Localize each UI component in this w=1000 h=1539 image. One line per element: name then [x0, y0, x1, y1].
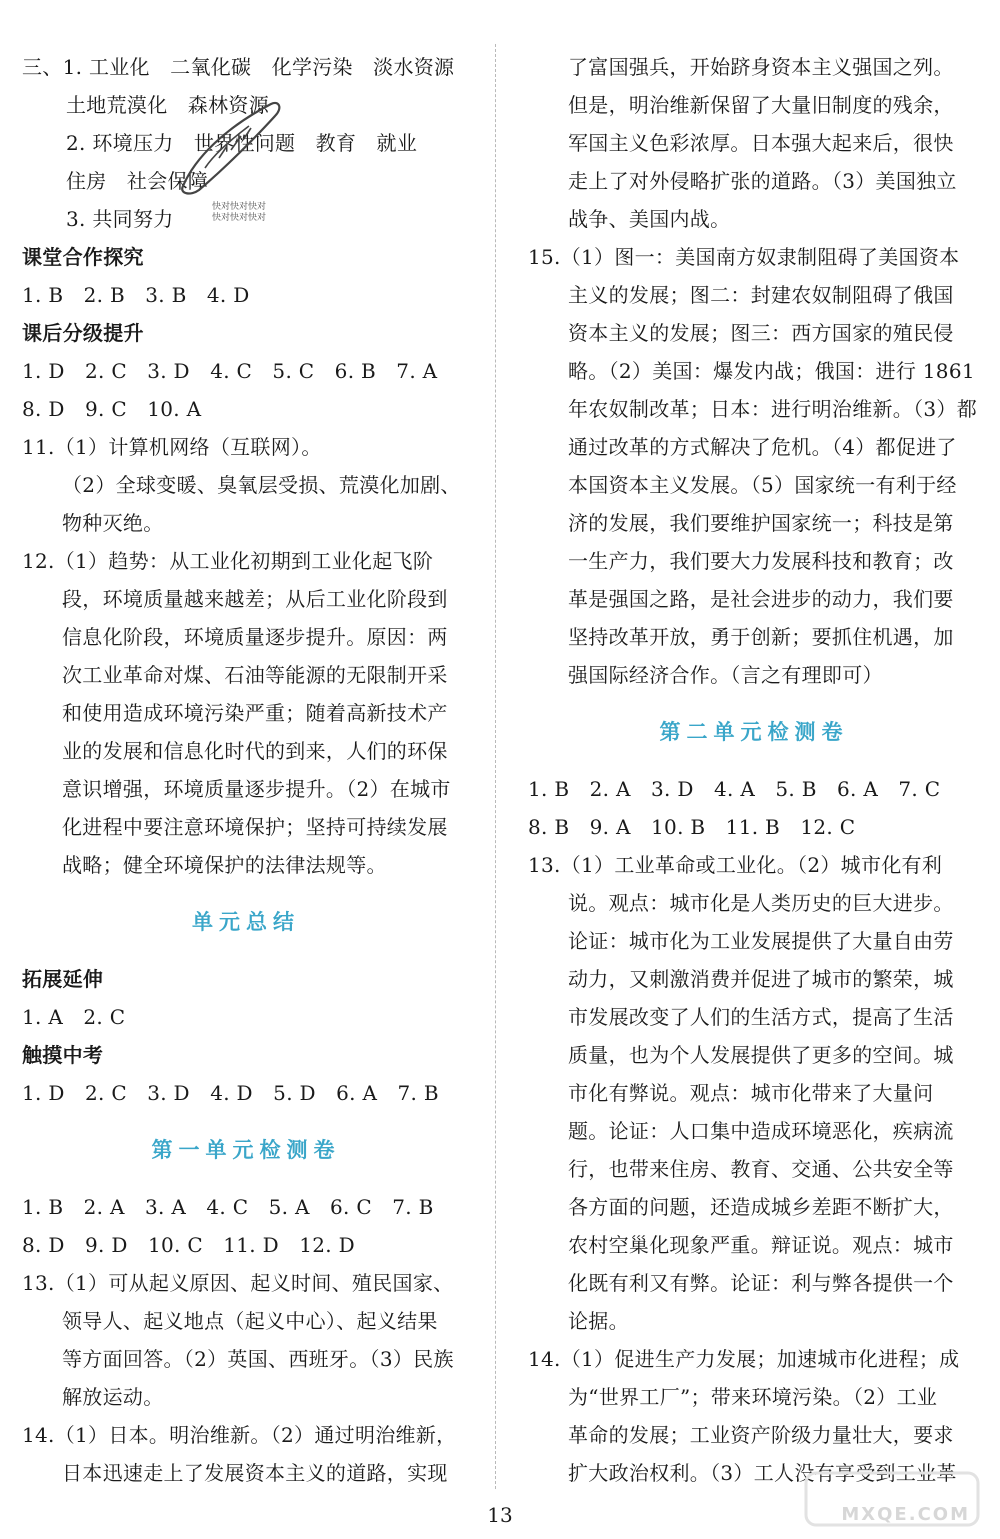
answer-line: 化既有利又有弊。论证：利与弊各提供一个 [568, 1271, 954, 1295]
answer-line: 1. A 2. C [22, 1005, 126, 1029]
answer-line: 质量，也为个人发展提供了更多的空间。城 [568, 1043, 954, 1067]
answer-line: 1. B 2. B 3. B 4. D [22, 283, 250, 307]
answer-line: 段，环境质量越来越差；从后工业化阶段到 [62, 587, 448, 611]
answer-line: 意识增强，环境质量逐步提升。（2）在城市 [62, 777, 451, 801]
answer-line: （2）全球变暖、臭氧层受损、荒漠化加剧、 [62, 473, 461, 497]
answer-line: 等方面回答。（2）英国、西班牙。（3）民族 [62, 1347, 454, 1371]
answer-line: 本国资本主义发展。（5）国家统一有利于经 [568, 473, 957, 497]
answer-line: 12.（1）趋势：从工业化初期到工业化起飞阶 [22, 549, 434, 573]
answer-line: 8. D 9. D 10. C 11. D 12. D [22, 1233, 355, 1257]
answer-line: 化进程中要注意环境保护；坚持可持续发展 [62, 815, 448, 839]
answer-line: 济的发展，我们要维护国家统一；科技是第 [568, 511, 954, 535]
answer-line: 革是强国之路，是社会进步的动力，我们要 [568, 587, 954, 611]
answer-line: 1. B 2. A 3. D 4. A 5. B 6. A 7. C [528, 777, 941, 801]
answer-line: 题。论证：人口集中造成环境恶化，疾病流 [568, 1119, 954, 1143]
answer-line: 15.（1）图一：美国南方奴隶制阻碍了美国资本 [528, 245, 960, 269]
answer-line: 走上了对外侵略扩张的道路。（3）美国独立 [568, 169, 957, 193]
answer-line: 13.（1）工业革命或工业化。（2）城市化有利 [528, 853, 943, 877]
section-heading: 触摸中考 [22, 1043, 104, 1067]
answer-line: 14.（1）日本。明治维新。（2）通过明治维新， [22, 1423, 457, 1447]
answer-line: 行，也带来住房、教育、交通、公共安全等 [568, 1157, 954, 1181]
handwritten-stamp-icon [175, 98, 285, 198]
answer-line: 信息化阶段，环境质量逐步提升。原因：两 [62, 625, 448, 649]
answer-line: 8. D 9. C 10. A [22, 397, 202, 421]
answer-line: 扩大政治权利。（3）工人没有享受到工业革 [568, 1461, 957, 1485]
answer-line: 年农奴制改革；日本：进行明治维新。（3）都 [568, 397, 978, 421]
answer-line: 战略；健全环境保护的法律法规等。 [62, 853, 387, 877]
answer-line: 军国主义色彩浓厚。日本强大起来后，很快 [568, 131, 954, 155]
answer-line: 但是，明治维新保留了大量旧制度的残余， [568, 93, 954, 117]
section-title: 第二单元检测卷 [659, 720, 849, 744]
section-heading: 课后分级提升 [22, 321, 144, 345]
answer-line: 1. D 2. C 3. D 4. D 5. D 6. A 7. B [22, 1081, 439, 1105]
answer-line: 论据。 [568, 1309, 629, 1333]
left-column [22, 48, 470, 1492]
answer-line: 日本迅速走上了发展资本主义的道路，实现 [62, 1461, 448, 1485]
answer-line: 住房 社会保障 [66, 169, 209, 193]
answer-line: 3. 共同努力 [66, 207, 174, 231]
answer-line: 动力，又刺激消费并促进了城市的繁荣，城 [568, 967, 954, 991]
answer-line: 农村空巢化现象严重。辩证说。观点：城市 [568, 1233, 954, 1257]
answer-line: 和使用造成环境污染严重；随着高新技术产 [62, 701, 448, 725]
answer-line: 论证：城市化为工业发展提供了大量自由劳 [568, 929, 954, 953]
answer-line: 强国际经济合作。（言之有理即可） [568, 663, 883, 687]
section-heading: 课堂合作探究 [22, 245, 144, 269]
answer-line: 市发展改变了人们的生活方式，提高了生活 [568, 1005, 954, 1029]
answer-line: 主义的发展；图二：封建农奴制阻碍了俄国 [568, 283, 954, 307]
answer-line: 坚持改革开放，勇于创新；要抓住机遇，加 [568, 625, 954, 649]
answer-line: 次工业革命对煤、石油等能源的无限制开采 [62, 663, 448, 687]
answer-line: 13.（1）可从起义原因、起义时间、殖民国家、 [22, 1271, 454, 1295]
page-number: 13 [487, 1503, 513, 1527]
section-title: 第一单元检测卷 [151, 1138, 341, 1162]
answer-line: 物种灭绝。 [62, 511, 164, 535]
right-column [528, 48, 980, 1492]
answer-line: 一生产力，我们要大力发展科技和教育；改 [568, 549, 954, 573]
answer-line: 三、1. 工业化 二氧化碳 化学污染 淡水资源 [22, 55, 455, 79]
answer-line: 11.（1）计算机网络（互联网）。 [22, 435, 322, 459]
answer-line: 说。观点：城市化是人类历史的巨大进步。 [568, 891, 954, 915]
answer-line: 8. B 9. A 10. B 11. B 12. C [528, 815, 856, 839]
answer-line: 解放运动。 [62, 1385, 164, 1409]
answer-line: 领导人、起义地点（起义中心）、起义结果 [62, 1309, 438, 1333]
stamp-text: 快对快对快对 快对快对快对 [212, 202, 267, 223]
answer-line: 1. D 2. C 3. D 4. C 5. C 6. B 7. A [22, 359, 438, 383]
section-title: 单元总结 [192, 910, 300, 934]
answer-line: 通过改革的方式解决了危机。（4）都促进了 [568, 435, 957, 459]
answer-line: 为“世界工厂”；带来环境污染。（2）工业 [568, 1385, 938, 1409]
answer-line: 革命的发展；工业资产阶级力量壮大，要求 [568, 1423, 954, 1447]
answer-line: 战争、美国内战。 [568, 207, 731, 231]
section-heading: 拓展延伸 [22, 967, 104, 991]
answer-line: 14.（1）促进生产力发展；加速城市化进程；成 [528, 1347, 960, 1371]
answer-line: 资本主义的发展；图三：西方国家的殖民侵 [568, 321, 954, 345]
answer-line: 土地荒漠化 森林资源 [66, 93, 269, 117]
answer-line: 市化有弊说。观点：城市化带来了大量问 [568, 1081, 934, 1105]
answer-line: 业的发展和信息化时代的到来，人们的环保 [62, 739, 448, 763]
watermark-text: MXQE.COM [841, 1504, 970, 1525]
answer-line: 2. 环境压力 世界性问题 教育 就业 [66, 131, 418, 155]
column-divider [495, 44, 496, 1489]
answer-line: 各方面的问题，还造成城乡差距不断扩大， [568, 1195, 954, 1219]
answer-line: 略。（2）美国：爆发内战；俄国：进行 1861 [568, 359, 975, 383]
answer-line: 1. B 2. A 3. A 4. C 5. A 6. C 7. B [22, 1195, 434, 1219]
answer-line: 了富国强兵，开始跻身资本主义强国之列。 [568, 55, 954, 79]
